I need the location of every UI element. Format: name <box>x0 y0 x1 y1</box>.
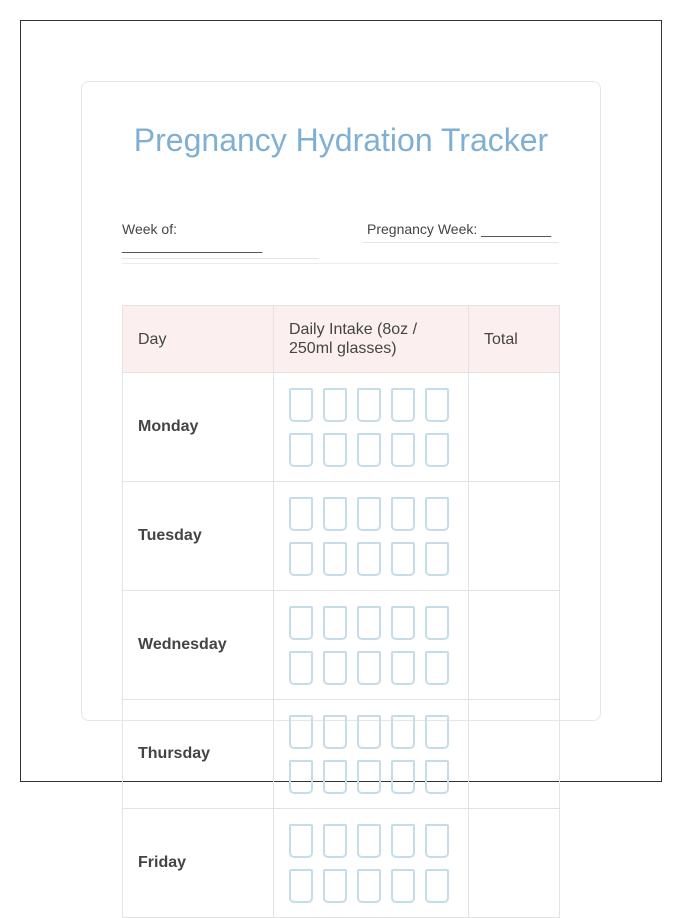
glass-checkbox[interactable] <box>289 651 313 685</box>
glass-checkbox[interactable] <box>323 760 347 794</box>
glass-checkbox[interactable] <box>289 715 313 749</box>
glass-checkbox[interactable] <box>425 869 449 903</box>
glass-checkbox[interactable] <box>289 433 313 467</box>
glass-checkbox[interactable] <box>323 433 347 467</box>
total-cell[interactable] <box>469 809 560 918</box>
glass-checkbox[interactable] <box>391 869 415 903</box>
glass-checkbox[interactable] <box>289 869 313 903</box>
glass-checkbox[interactable] <box>323 869 347 903</box>
table-row <box>123 482 560 591</box>
glass-checkbox[interactable] <box>289 606 313 640</box>
total-cell[interactable] <box>469 591 560 700</box>
intake-cell <box>274 700 469 809</box>
intake-cell <box>274 482 469 591</box>
glass-checkbox[interactable] <box>323 388 347 422</box>
glass-checkbox[interactable] <box>391 388 415 422</box>
glass-checkbox[interactable] <box>425 606 449 640</box>
pregnancy-week-field[interactable]: Pregnancy Week: _________ <box>363 221 559 243</box>
glass-checkbox[interactable] <box>289 760 313 794</box>
glass-checkbox[interactable] <box>323 715 347 749</box>
glass-checkbox[interactable] <box>357 433 381 467</box>
glass-checkbox[interactable] <box>391 606 415 640</box>
glass-checkbox[interactable] <box>391 824 415 858</box>
day-label: Wednesday <box>123 591 274 700</box>
glass-checkbox[interactable] <box>357 651 381 685</box>
glass-checkbox[interactable] <box>289 824 313 858</box>
glass-checkbox[interactable] <box>323 606 347 640</box>
glass-checkbox[interactable] <box>425 542 449 576</box>
glass-checkbox[interactable] <box>425 388 449 422</box>
glass-checkbox[interactable] <box>357 760 381 794</box>
total-cell[interactable] <box>469 700 560 809</box>
glass-checkbox[interactable] <box>357 824 381 858</box>
tracker-table <box>122 305 560 918</box>
glass-checkbox[interactable] <box>357 869 381 903</box>
glass-checkbox[interactable] <box>357 542 381 576</box>
glass-checkbox[interactable] <box>323 497 347 531</box>
table-row <box>123 373 560 482</box>
glass-checkbox[interactable] <box>425 760 449 794</box>
glass-checkbox[interactable] <box>289 542 313 576</box>
glass-checkbox[interactable] <box>425 824 449 858</box>
table-row <box>123 700 560 809</box>
glass-checkbox[interactable] <box>323 824 347 858</box>
day-label: Monday <box>123 373 274 482</box>
intake-cell <box>274 591 469 700</box>
glass-checkbox[interactable] <box>357 715 381 749</box>
table-header-row <box>123 306 560 373</box>
glass-checkbox[interactable] <box>289 497 313 531</box>
glass-checkbox[interactable] <box>289 388 313 422</box>
total-cell[interactable] <box>469 482 560 591</box>
week-of-field[interactable]: Week of: __________________ <box>122 221 319 259</box>
header-total: Total <box>469 306 560 373</box>
glass-checkbox[interactable] <box>391 542 415 576</box>
day-label: Tuesday <box>123 482 274 591</box>
glass-checkbox[interactable] <box>425 433 449 467</box>
glass-checkbox[interactable] <box>357 497 381 531</box>
glass-checkbox[interactable] <box>425 715 449 749</box>
total-cell[interactable] <box>469 373 560 482</box>
glass-checkbox[interactable] <box>391 433 415 467</box>
header-daily-intake: Daily Intake (8oz / 250ml glasses) <box>274 306 469 373</box>
glass-checkbox[interactable] <box>391 651 415 685</box>
header-day: Day <box>123 306 274 373</box>
intake-cell <box>274 373 469 482</box>
day-label: Friday <box>123 809 274 918</box>
divider <box>122 263 559 264</box>
glass-checkbox[interactable] <box>391 715 415 749</box>
glass-checkbox[interactable] <box>357 606 381 640</box>
tracker-table-container <box>122 305 562 871</box>
page-title: Pregnancy Hydration Tracker <box>133 122 549 158</box>
glass-checkbox[interactable] <box>425 651 449 685</box>
glass-checkbox[interactable] <box>357 388 381 422</box>
intake-cell <box>274 809 469 918</box>
glass-checkbox[interactable] <box>391 760 415 794</box>
glass-checkbox[interactable] <box>323 651 347 685</box>
glass-checkbox[interactable] <box>391 497 415 531</box>
glass-checkbox[interactable] <box>425 497 449 531</box>
table-row <box>123 809 560 918</box>
day-label: Thursday <box>123 700 274 809</box>
glass-checkbox[interactable] <box>323 542 347 576</box>
table-row <box>123 591 560 700</box>
